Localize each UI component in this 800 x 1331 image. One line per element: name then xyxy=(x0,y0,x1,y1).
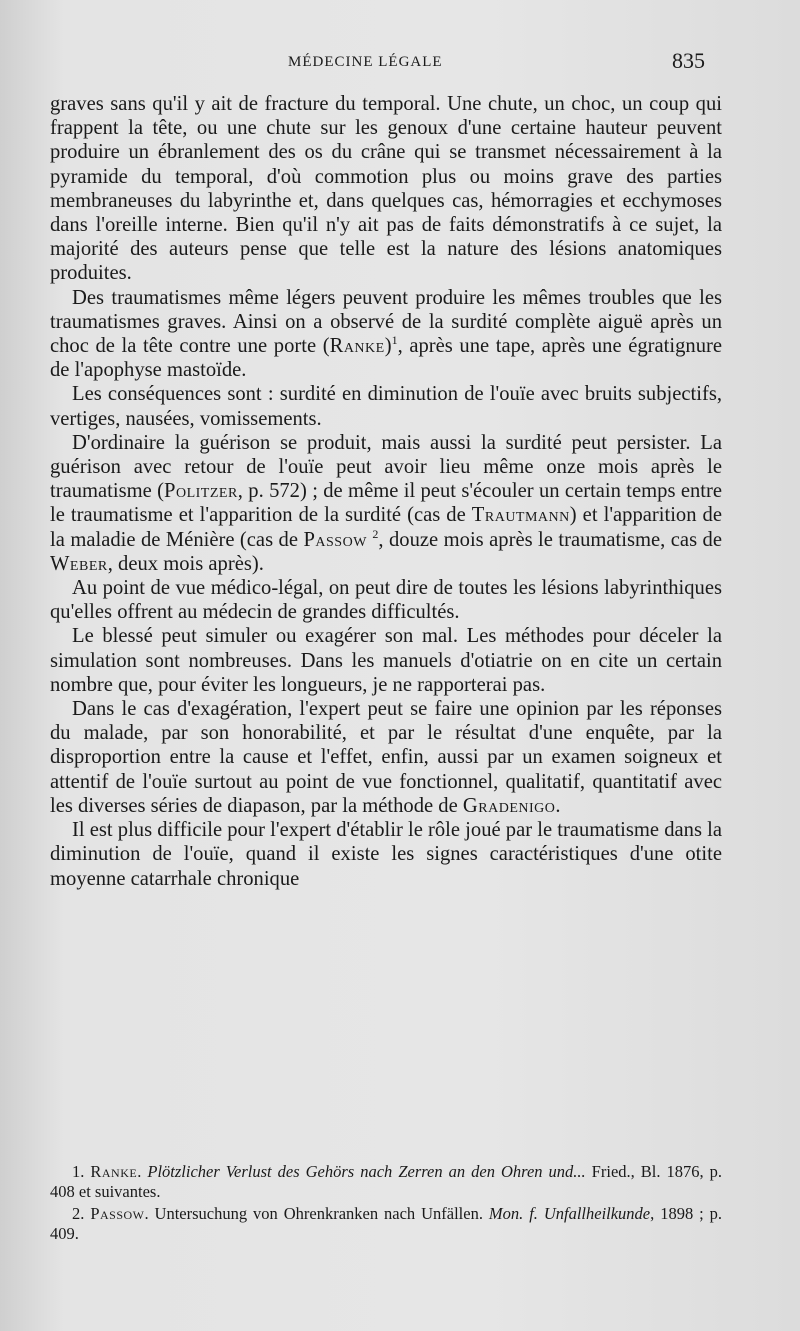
author-name: Passow xyxy=(303,528,367,551)
text-run: graves sans qu'il y ait de fracture du temporal. Une chute, un choc, un coup qui frappent la tête, ou une chute sur les genoux d'une certaine hauteur peuvent produire un ébranlement des os du crâne qui se transmet nécessairement à la pyramide du temporal, d'où commotion plus ou moins grave des parties membraneuses du labyrinthe et, dans quelques cas, hémorragies et ecchymoses dans l'oreille interne. Bien qu'il n'y ait pas de faits démonstratifs à ce sujet, la majorité des auteurs pense que telle est la nature des lésions anatomiques produites. xyxy=(50,93,722,285)
text-run: Fried., Bl. 1876, p. 408 et suivantes. xyxy=(50,1162,723,1201)
text-run: Le blessé peut simuler ou exagérer son mal. Les méthodes pour déceler la simulation sont nombreuses. Dans les manuels d'otiatrie on en cite un certain nombre que, pour éviter les longueurs, je ne rapporterai pas. xyxy=(50,625,722,696)
paragraph xyxy=(50,286,722,383)
text-run: 1. xyxy=(72,1162,91,1181)
text-run: . Untersuchung von Ohrenkranken nach Unfällen. xyxy=(144,1204,489,1223)
author-name: Gradenigo xyxy=(462,794,556,817)
text-run: Les conséquences sont : surdité en diminution de l'ouïe avec bruits subjectifs, vertiges, nausées, vomissements. xyxy=(50,383,722,430)
text-run: , 1898 ; p. 409. xyxy=(50,1204,723,1243)
page-header xyxy=(0,48,800,88)
paragraph xyxy=(50,624,722,697)
text-run: , douze mois après le traumatisme, cas de xyxy=(378,528,722,551)
text-run: Dans le cas d'exagération, l'expert peut se faire une opinion par les réponses du malade, par son honorabilité, et par le résultat d'une enquête, par la disproportion entre la cause et l'effet, enfin, aussi par un examen soigneux et attentif de l'ouïe surtout au point de vue fonctionnel, qualitatif, quantitatif avec les diverses séries de diapason, par la méthode de xyxy=(50,698,722,817)
text-run: Il est plus difficile pour l'expert d'établir le rôle joué par le traumatisme dans la diminution de l'ouïe, quand il existe les signes caractéristiques d'une otite moyenne catarrhale chronique xyxy=(50,819,722,890)
text-run: Des traumatismes même légers peuvent produire les mêmes troubles que les traumatismes graves. Ainsi on a observé de la surdité complète aiguë après un choc de la tête contre une porte ( xyxy=(50,286,722,358)
paragraph xyxy=(50,431,722,576)
author-name: Trautmann xyxy=(471,504,570,527)
paragraph xyxy=(50,92,722,286)
author-name: Ranke xyxy=(329,335,385,358)
author-name: Ranke xyxy=(90,1162,138,1181)
text-run: . xyxy=(555,794,561,817)
footnote-ref: 1 xyxy=(391,333,398,348)
text-run: ) xyxy=(384,335,392,358)
body-text xyxy=(50,92,722,891)
footnote-ref: 2 xyxy=(372,526,379,541)
text-run: . xyxy=(137,1162,148,1181)
author-name: Passow xyxy=(90,1204,145,1223)
paragraph xyxy=(50,382,722,430)
footnotes xyxy=(50,1162,722,1246)
running-title: MÉDECINE LÉGALE xyxy=(288,54,443,70)
paragraph xyxy=(50,818,722,891)
page-number: 835 xyxy=(672,48,705,73)
text-run: , après une tape, après une égratignure de l'apophyse mastoïde. xyxy=(50,335,722,382)
text-run: , deux mois après). xyxy=(107,552,264,575)
paragraph xyxy=(50,576,722,624)
text-run: ) et l'apparition de la maladie de Ménière (cas de xyxy=(50,504,722,551)
text-run: Au point de vue médico-légal, on peut dire de toutes les lésions labyrinthiques qu'elles offrent au médecin de grandes difficultés. xyxy=(50,577,722,624)
text-run: Plötzlicher Verlust des Gehörs nach Zerren an den Ohren und... xyxy=(147,1162,586,1181)
text-run: , p. 572) ; de même il peut s'écouler un certain temps entre le traumatisme et l'apparition de la surdité (cas de xyxy=(50,480,723,527)
paragraph xyxy=(50,697,722,818)
footnote xyxy=(50,1162,722,1202)
text-run: Mon. f. Unfallheilkunde xyxy=(488,1204,651,1223)
text-run: 2. xyxy=(72,1204,91,1223)
author-name: Politzer xyxy=(164,480,238,503)
text-run: D'ordinaire la guérison se produit, mais aussi la surdité peut persister. La guérison avec retour de l'ouïe peut avoir lieu même onze mois après le traumatisme ( xyxy=(50,431,722,503)
footnote xyxy=(50,1204,722,1244)
author-name: Weber xyxy=(50,552,108,575)
